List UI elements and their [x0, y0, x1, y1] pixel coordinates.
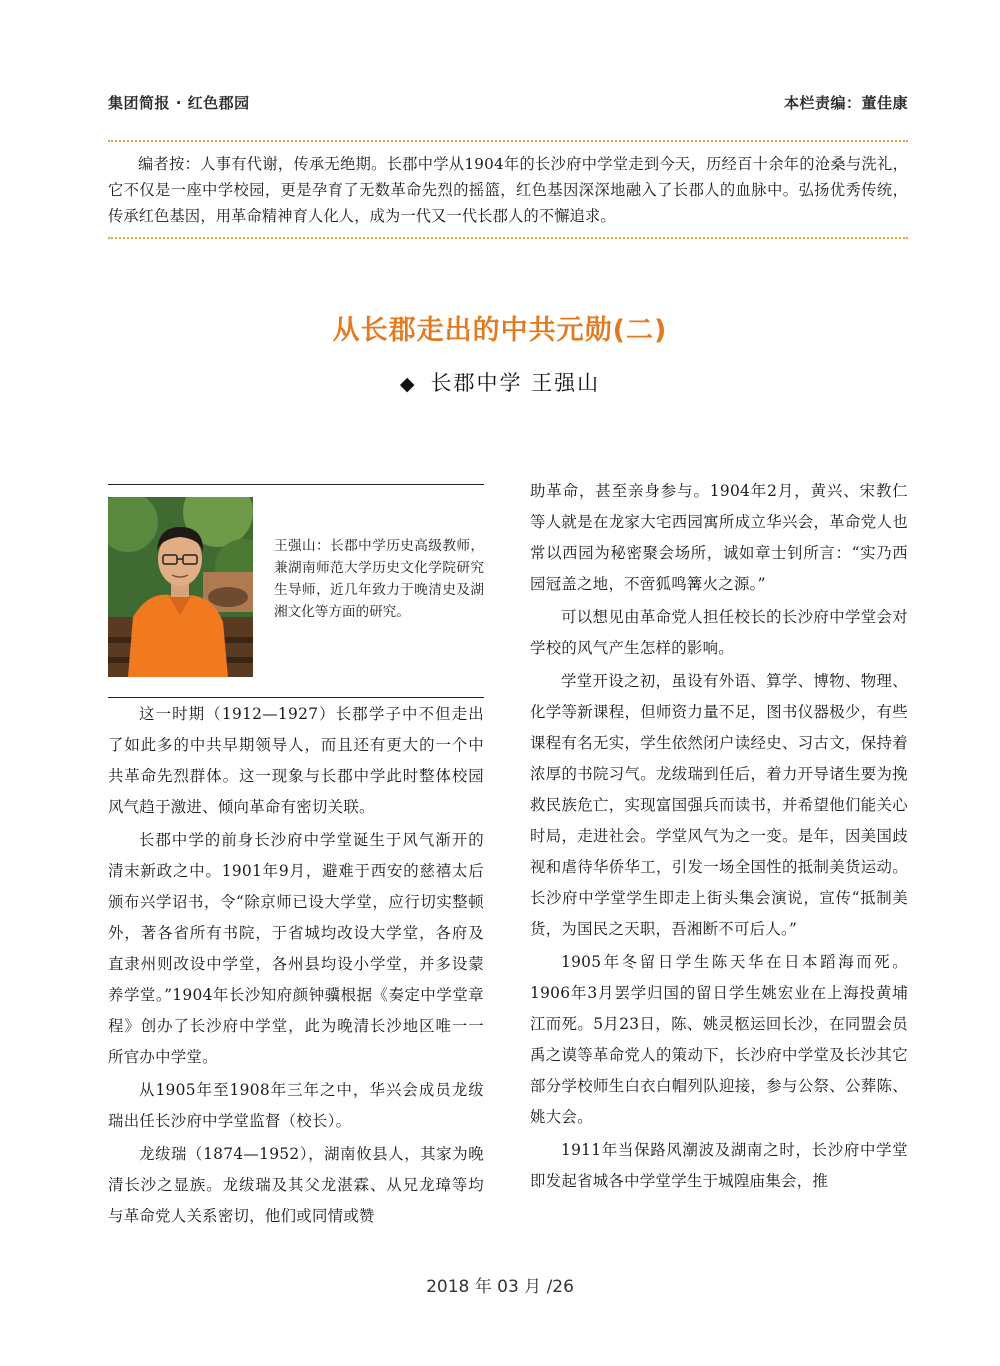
author-bio	[274, 535, 484, 623]
author-portrait-image	[108, 497, 253, 677]
article-title: 从长郡走出的中共元勋(二)	[332, 315, 668, 346]
author-name: 王强山	[274, 538, 317, 554]
left-column	[108, 699, 484, 1234]
author-photo	[108, 497, 253, 677]
page-footer: 2018 年 03 月 /26	[426, 1277, 574, 1297]
paragraph: 助革命，甚至亲身参与。1904年2月，黄兴、宋教仁等人就是在龙家大宅西园寓所成立华兴会，革命党人也常以西园为秘密聚会场所，诚如章士钊所言：“实乃西园冠盖之地，不啻狐鸣篝火之源。”	[530, 482, 908, 593]
paragraph: 可以想见由革命党人担任校长的长沙府中学堂会对学校的风气产生怎样的影响。	[530, 608, 908, 657]
diamond-icon: ◆	[399, 373, 417, 395]
author-box	[108, 484, 484, 698]
right-column	[530, 476, 908, 1199]
editor-note: 编者按：人事有代谢，传承无绝期。长郡中学从1904年的长沙府中学堂走到今天，历经百十余年的沧桑与洗礼，它不仅是一座中学校园，更是孕育了无数革命先烈的摇篮，红色基因深深地融入了长郡人的血脉中。弘扬优秀传统，传承红色基因，用革命精神育人化人，成为一代又一代长郡人的不懈追求。	[108, 155, 908, 225]
paragraph: 龙绂瑞（1874—1952），湖南攸县人，其家为晚清长沙之显族。龙绂瑞及其父龙湛霖、从兄龙璋等均与革命党人关系密切，他们或同情或赞	[108, 1145, 484, 1225]
paragraph: 学堂开设之初，虽设有外语、算学、博物、物理、化学等新课程，但师资力量不足，图书仪器极少，有些课程有名无实，学生依然闭户读经史、习古文，保持着浓厚的书院习气。龙绂瑞到任后，着力开导诸生要为挽救民族危亡，实现富国强兵而读书，并希望他们能关心时局，走进社会。学堂风气为之一变。是年，因美国歧视和虐待华侨华工，引发一场全国性的抵制美货运动。长沙府中学堂学生即走上街头集会演说，宣传“抵制美货，为国民之天职，吾湘断不可后人。”	[530, 672, 908, 938]
byline	[0, 367, 1000, 397]
column-editor: 本栏责编：董佳康	[783, 94, 908, 112]
paragraph: 1911年当保路风潮波及湖南之时，长沙府中学堂即发起省城各中学堂学生于城隍庙集会，推	[530, 1141, 908, 1190]
paragraph: 这一时期（1912—1927）长郡学子中不但走出了如此多的中共早期领导人，而且还有更大的一个中共革命先烈群体。这一现象与长郡中学此时整体校园风气趋于激进、倾向革命有密切关联。	[108, 705, 484, 816]
divider-bottom	[108, 237, 908, 239]
divider-top	[108, 140, 908, 142]
section-header: 集团简报 · 红色郡园	[108, 94, 250, 112]
byline-text: 长郡中学 王强山	[430, 371, 601, 395]
paragraph: 从1905年至1908年三年之中，华兴会成员龙绂瑞出任长沙府中学堂监督（校长）。	[108, 1081, 484, 1130]
paragraph: 1905年冬留日学生陈天华在日本蹈海而死。1906年3月罢学归国的留日学生姚宏业在上海投黄埔江而死。5月23日，陈、姚灵柩运回长沙，在同盟会员禹之谟等革命党人的策动下，长沙府中学堂及长沙其它部分学校师生白衣白帽列队迎接，参与公祭、公葬陈、姚大会。	[530, 953, 908, 1126]
paragraph: 长郡中学的前身长沙府中学堂诞生于风气渐开的清末新政之中。1901年9月，避难于西安的慈禧太后颁布兴学诏书，令“除京师已设大学堂，应行切实整顿外，著各省所有书院，于省城均改设大学堂，各府及直隶州则改设中学堂，各州县均设小学堂，并多设蒙养学堂。”1904年长沙知府颜钟骥根据《奏定中学堂章程》创办了长沙府中学堂，此为晚清长沙地区唯一一所官办中学堂。	[108, 831, 484, 1066]
author-bio-text: ：长郡中学历史高级教师，兼湖南师范大学历史文化学院研究生导师，近几年致力于晚清史及湖湘文化等方面的研究。	[274, 538, 485, 620]
